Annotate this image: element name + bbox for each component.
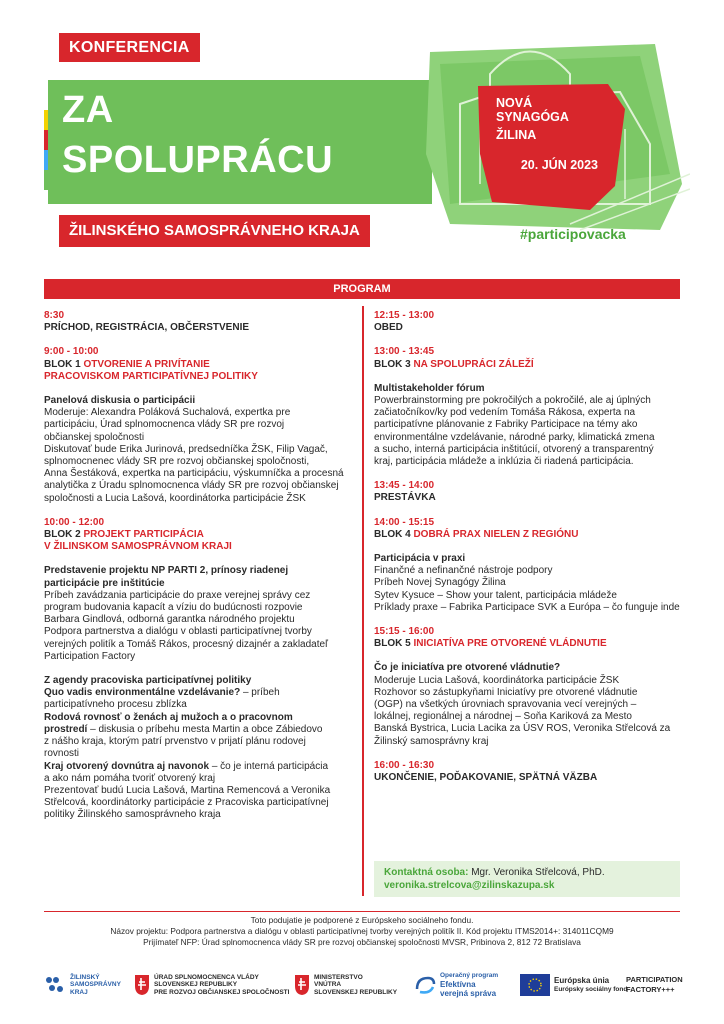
session-title: NA SPOLUPRÁCI ZÁLEŽÍ bbox=[413, 358, 534, 370]
blok-label: BLOK 5 bbox=[374, 638, 411, 650]
text-line: Banská Bystrica, Lucia Lacika za ÚSV ROS, Veronika Střelcová za bbox=[374, 723, 671, 735]
text-line: (OGP) na všetkých úrovniach spravovania vecí verejných – bbox=[374, 699, 637, 711]
text-line: Príbeh Novej Synagógy Žilina bbox=[374, 577, 506, 589]
logo-text: SAMOSPRÁVNY bbox=[70, 981, 121, 989]
text-line: Sytev Kysuce – Show your talent, participácia mládeže bbox=[374, 589, 617, 601]
text-line: Powerbrainstorming pre pokročilých a pokročilé, ale aj úplných bbox=[374, 395, 651, 407]
logo-text: MINISTERSTVO bbox=[314, 973, 363, 981]
session-title: PRÍCHOD, REGISTRÁCIA, OBČERSTVENIE bbox=[44, 322, 250, 334]
session-blok-2 bbox=[44, 517, 356, 663]
sub-heading: participácie pre inštitúcie bbox=[44, 577, 165, 589]
text-line: z nášho kraja, ktorým patrí prvenstvo v prijatí plánu rodovej bbox=[44, 736, 306, 748]
session-title-cont: PRACOVISKOM PARTICIPATÍVNEJ POLITIKY bbox=[44, 370, 258, 382]
session-title: INICIATÍVA PRE OTVORENÉ VLÁDNUTIE bbox=[413, 638, 607, 650]
session-blok-3 bbox=[374, 346, 684, 468]
topic-title: Kraj otvorený dovnútra aj navonok bbox=[44, 760, 210, 772]
title-line-2: SPOLUPRÁCU bbox=[62, 139, 334, 181]
logo-text: verejná správa bbox=[440, 988, 497, 998]
text-line: environmentálne vzdelávanie, národné parky, klimatická zmena bbox=[374, 431, 655, 443]
text-line: splnomocnenec vlády SR pre rozvoj občianskej spoločnosti, bbox=[44, 456, 310, 468]
logo-text: SLOVENSKEJ REPUBLIKY bbox=[154, 981, 238, 989]
text-line: občianskej spoločnosti bbox=[44, 431, 145, 443]
session-time: 13:00 - 13:45 bbox=[374, 346, 435, 358]
session-time: 13:45 - 14:00 bbox=[374, 480, 435, 492]
zsk-logo bbox=[44, 968, 121, 1002]
conference-badge: KONFERENCIA bbox=[59, 33, 200, 62]
footer-line: Názov projektu: Podpora partnerstva a dialógu v oblasti participatívnej tvorby verejných politík II. Kód projektu ITMS2014+: 314011CQM9 bbox=[110, 926, 614, 936]
text-line: Barbara Gindlová, odborná garantka národného projektu bbox=[44, 614, 295, 626]
text-line: analytička z Úradu splnomocnenca vlády SR pre rozvoj občianskej bbox=[44, 480, 339, 492]
program-bar: PROGRAM bbox=[44, 279, 680, 299]
session-time: 12:15 - 13:00 bbox=[374, 310, 435, 321]
session-arrival bbox=[44, 310, 356, 334]
session-blok-4 bbox=[374, 517, 684, 614]
sub-heading: Multistakeholder fórum bbox=[374, 382, 485, 394]
sub-heading: Predstavenie projektu NP PARTI 2, prínosy riadenej bbox=[44, 565, 289, 577]
blok-label: BLOK 2 bbox=[44, 529, 81, 541]
program-left-column bbox=[44, 310, 356, 822]
text-line: participatívne plánovanie z Fabriky Participace na témy ako bbox=[374, 419, 638, 431]
text-line: participatívneho procesu zblízka bbox=[44, 699, 187, 711]
logo-text: ŽILINSKÝ bbox=[70, 973, 100, 981]
sub-heading: Čo je iniciatíva pre otvorené vládnutie? bbox=[374, 662, 561, 674]
text-line: Prezentovať budú Lucia Lašová, Martina Remencová a Veronika bbox=[44, 784, 331, 796]
session-title-cont: V ŽILINSKOM SAMOSPRÁVNOM KRAJI bbox=[44, 541, 232, 553]
panel-heading: Panelová diskusia o participácii bbox=[44, 395, 196, 407]
text-line: Moderuje: Alexandra Poláková Suchalová, expertka pre bbox=[44, 407, 291, 419]
session-time: 9:00 - 10:00 bbox=[44, 346, 99, 358]
venue-name: NOVÁ SYNAGÓGA bbox=[496, 96, 569, 124]
text-line: Participation Factory bbox=[44, 650, 136, 662]
participation-factory-logo bbox=[626, 968, 683, 1002]
session-title: PRESTÁVKA bbox=[374, 492, 436, 504]
text-span: – čo je interná participácia bbox=[209, 760, 329, 772]
slovak-coat-of-arms-icon bbox=[134, 974, 150, 996]
logo-text: FACTORY+++ bbox=[626, 985, 675, 994]
ministry-logo bbox=[294, 968, 397, 1002]
slovak-coat-of-arms-icon bbox=[294, 974, 310, 996]
session-time: 14:00 - 15:15 bbox=[374, 516, 435, 528]
footer-line: Prijímateľ NFP: Úrad splnomocnenca vlády SR pre rozvoj občianskej spoločnosti MVSR, Pribinova 2, 812 72 Bratislava bbox=[143, 937, 581, 947]
op-swirl-icon bbox=[414, 974, 436, 996]
column-divider bbox=[362, 306, 364, 896]
logo-text: Európsky sociálny fond bbox=[554, 986, 628, 994]
logo-text: ÚRAD SPLNOMOCNENCA VLÁDY bbox=[154, 973, 259, 981]
logo-text: VNÚTRA bbox=[314, 981, 342, 989]
hashtag: #participovacka bbox=[520, 226, 626, 242]
venue-box bbox=[486, 88, 606, 182]
text-line: spoločnosti a Lucia Lašová, koordinátorka participácie ŽSK bbox=[44, 492, 306, 504]
session-title: OTVORENIE A PRIVÍTANIE bbox=[83, 358, 210, 370]
blok-label: BLOK 3 bbox=[374, 358, 411, 370]
session-closing bbox=[374, 760, 684, 784]
zsk-emblem-icon bbox=[44, 974, 66, 996]
text-line: Finančné a nefinančné nástroje podpory bbox=[374, 565, 553, 577]
eu-logo bbox=[520, 968, 627, 1002]
venue-city: ŽILINA bbox=[496, 128, 537, 142]
logo-text: PRE ROZVOJ OBČIANSKEJ SPOLOČNOSTI bbox=[154, 988, 290, 996]
blok-label: BLOK 1 bbox=[44, 358, 81, 370]
text-line: program budovania kapacít a víziu do budúcnosti rozpovie bbox=[44, 602, 303, 614]
session-break bbox=[374, 480, 684, 504]
agenda-section bbox=[44, 675, 356, 821]
session-time: 15:15 - 16:00 bbox=[374, 626, 435, 638]
session-title: UKONČENIE, POĎAKOVANIE, SPÄTNÁ VÄZBA bbox=[374, 772, 598, 784]
logo-text: Efektívna bbox=[440, 979, 476, 989]
logo-text: KRAJ bbox=[70, 988, 88, 996]
text-line: Střelcová, koordinátorky participácie z Pracoviska participatívnej bbox=[44, 797, 329, 809]
program-right-column bbox=[374, 310, 684, 796]
logo-text: Operačný program bbox=[440, 972, 499, 980]
eu-flag-icon bbox=[520, 974, 550, 996]
topic-title: Rodová rovnosť o ženách aj mužoch a o pracovnom bbox=[44, 711, 293, 723]
sub-heading: Participácia v praxi bbox=[374, 553, 466, 565]
session-title: OBED bbox=[374, 322, 403, 334]
footer-text bbox=[44, 911, 680, 948]
sub-heading: Z agendy pracoviska participatívnej politiky bbox=[44, 675, 252, 687]
session-time: 8:30 bbox=[44, 310, 65, 321]
text-line: Žilinský samosprávny kraj bbox=[374, 735, 489, 747]
event-date: 20. JÚN 2023 bbox=[520, 158, 598, 172]
session-time: 16:00 - 16:30 bbox=[374, 759, 435, 771]
footer-line: Toto podujatie je podporené z Európskeho sociálneho fondu. bbox=[250, 915, 474, 925]
session-lunch bbox=[374, 310, 684, 334]
text-line: politiky Žilinského samosprávneho kraja bbox=[44, 809, 221, 821]
text-line: Príklady praxe – Fabrika Participace SVK a Európa – čo funguje inde bbox=[374, 601, 680, 613]
text-line: Rozhovor so zástupkyňami Iniciatívy pre otvorené vládnutie bbox=[374, 686, 638, 698]
session-time: 10:00 - 12:00 bbox=[44, 516, 105, 528]
logo-text: SLOVENSKEJ REPUBLIKY bbox=[314, 988, 398, 996]
session-blok-1 bbox=[44, 346, 356, 504]
op-evs-logo bbox=[414, 968, 498, 1002]
text-line: Moderuje Lucia Lašová, koordinátorka participácie ŽSK bbox=[374, 674, 620, 686]
text-line: a ako nám pomáha tvoriť otvorený kraj bbox=[44, 772, 216, 784]
session-title: PROJEKT PARTICIPÁCIA bbox=[83, 529, 204, 541]
text-line: verejných politík a Tomáš Rákos, procesný dizajnér a zakladateľ bbox=[44, 638, 328, 650]
title-line-1: ZA bbox=[62, 89, 114, 131]
blok-label: BLOK 4 bbox=[374, 528, 411, 540]
text-line: kraj, participácia mládeže a inklúzia či riadená participácia. bbox=[374, 456, 634, 468]
text-line: Anna Šestáková, expertka na participáciu, výskumníčka a procesná bbox=[44, 468, 344, 480]
text-line: Diskutovať bude Erika Jurinová, predsedníčka ŽSK, Filip Vagač, bbox=[44, 443, 328, 455]
contact-box bbox=[374, 861, 680, 897]
partner-logos bbox=[44, 968, 684, 1002]
session-title: DOBRÁ PRAX NIELEN Z REGIÓNU bbox=[413, 528, 579, 540]
logo-text: PARTICIPATION bbox=[626, 975, 683, 984]
text-span: – príbeh bbox=[240, 687, 280, 699]
text-line: Podpora partnerstva a dialógu v oblasti participatívnej tvorby bbox=[44, 626, 312, 638]
contact-name: Mgr. Veronika Střelcová, PhD. bbox=[468, 867, 605, 878]
topic-title: prostredí bbox=[44, 723, 88, 735]
text-line: Príbeh zavádzania participácie do praxe verejnej správy cez bbox=[44, 589, 311, 601]
text-line: participáciu, Úrad splnomocnenca vlády SR pre rozvoj bbox=[44, 419, 285, 431]
accent-bars bbox=[44, 110, 48, 192]
contact-label: Kontaktná osoba: bbox=[384, 867, 469, 878]
subtitle-bar: ŽILINSKÉHO SAMOSPRÁVNEHO KRAJA bbox=[59, 215, 370, 247]
text-line: rovnosti bbox=[44, 748, 80, 760]
urad-logo bbox=[134, 968, 289, 1002]
session-blok-5 bbox=[374, 626, 684, 748]
text-span: – diskusia o príbehu mesta Martin a obce Zábiedovo bbox=[87, 723, 323, 735]
logo-text: Európska únia bbox=[554, 976, 610, 986]
text-line: a sucho, interná participácia inštitúcií, otvorený a transparentný bbox=[374, 443, 654, 455]
text-line: lokálnej, regionálnej a národnej – Soňa Kariková za Mesto bbox=[374, 711, 632, 723]
text-line: začiatočníkov/ky pod vedením Tomáša Rákosa, experta na bbox=[374, 407, 636, 419]
contact-email[interactable]: veronika.strelcova@zilinskazupa.sk bbox=[384, 880, 555, 891]
topic-title: Quo vadis environmentálne vzdelávanie? bbox=[44, 687, 241, 699]
